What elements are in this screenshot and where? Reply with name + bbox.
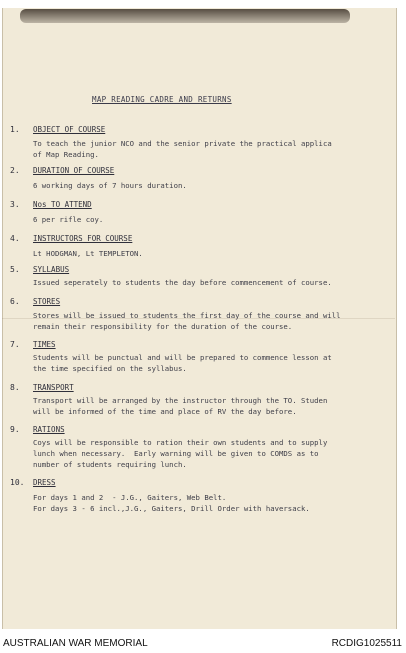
section-number: 1. [10, 125, 20, 134]
section-number: 7. [10, 340, 20, 349]
section-body: Lt HODGMAN, Lt TEMPLETON. [33, 249, 143, 258]
section-number: 2. [10, 166, 20, 175]
section-heading: STORES [33, 297, 61, 306]
section-number: 3. [10, 200, 20, 209]
section-body: 6 per rifle coy. [33, 215, 104, 224]
section-heading: TIMES [33, 340, 56, 349]
section-body: Students will be punctual and will be prepared to commence lesson at the time specified on the syllabus. [33, 353, 332, 373]
section-body: For days 1 and 2 - J.G., Gaiters, Web Belt. For days 3 - 6 incl.,J.G., Gaiters, Drill Order with haversack. [33, 493, 310, 513]
section-body: Transport will be arranged by the instructor through the TO. Studen will be informed of the time and place of RV the day before. [33, 396, 328, 416]
section-heading: OBJECT OF COURSE [33, 125, 106, 134]
section-number: 6. [10, 297, 20, 306]
section-heading: DURATION OF COURSE [33, 166, 115, 175]
section-number: 10. [10, 478, 25, 487]
document-title: MAP READING CADRE AND RETURNS [92, 95, 232, 104]
section-heading: SYLLABUS [33, 265, 70, 274]
section-body: 6 working days of 7 hours duration. [33, 181, 187, 190]
footer-bar [0, 633, 406, 653]
section-heading: DRESS [33, 478, 56, 487]
section-number: 5. [10, 265, 20, 274]
footer-institution: AUSTRALIAN WAR MEMORIAL [3, 638, 148, 649]
section-number: 9. [10, 425, 20, 434]
section-number: 8. [10, 383, 20, 392]
section-body: Coys will be responsible to ration their own students and to supply lunch when necessary. Early warning will be given to COMDS as to number of students requiring lunch. [33, 438, 328, 469]
footer-record-id: RCDIG1025511 [331, 638, 402, 649]
section-body: Stores will be issued to students the first day of the course and will remain their responsibility for the duration of the course. [33, 311, 341, 331]
section-heading: TRANSPORT [33, 383, 74, 392]
section-heading: INSTRUCTORS FOR COURSE [33, 234, 133, 243]
section-heading: Nos TO ATTEND [33, 200, 92, 209]
section-heading: RATIONS [33, 425, 65, 434]
section-body: Issued seperately to students the day before commencement of course. [33, 278, 332, 287]
section-body: To teach the junior NCO and the senior private the practical applica of Map Reading. [33, 139, 332, 159]
burnt-edge-mark [20, 9, 350, 23]
section-number: 4. [10, 234, 20, 243]
